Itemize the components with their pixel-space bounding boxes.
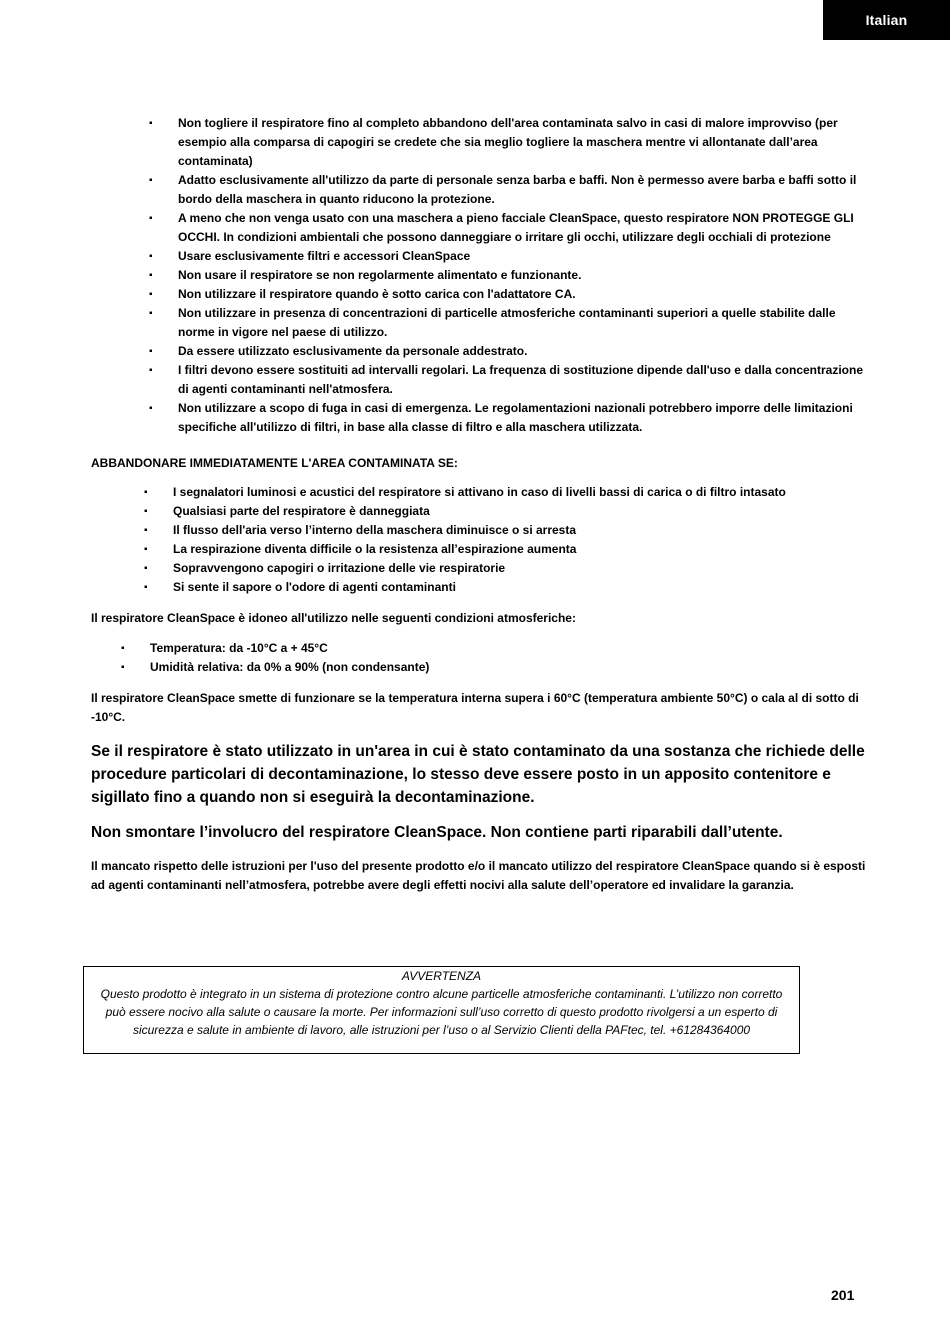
list-item: ▪ Qualsiasi parte del respiratore è danneggiata [173,502,866,521]
safety-bullet-list [91,114,866,437]
list-item: ▪ Da essere utilizzato esclusivamente da personale addestrato. [178,342,866,361]
conditions-list [91,639,866,677]
list-item: ▪ A meno che non venga usato con una maschera a pieno facciale CleanSpace, questo respiratore NON PROTEGGE GLI OCCHI. In condizioni ambientali che possono danneggiare o irritare gli occhi, utilizzare degli occhiali di protezione [178,209,866,247]
list-item: ▪ Non utilizzare in presenza di concentrazioni di particelle atmosferiche contaminanti superiori a quelle stabilite dalle norme in vigore nel paese di utilizzo. [178,304,866,342]
page-number: 201 [831,1287,855,1303]
list-item: ▪ Non utilizzare il respiratore quando è sotto carica con l'adattatore CA. [178,285,866,304]
leave-area-list [91,483,866,597]
page-content [91,114,866,895]
list-item: ▪ Adatto esclusivamente all'utilizzo da parte di personale senza barba e baffi. Non è permesso avere barba e baffi sotto il bordo della maschera in quanto riducono la protezione. [178,171,866,209]
list-item: ▪ Non utilizzare a scopo di fuga in casi di emergenza. Le regolamentazioni nazionali potrebbero imporre delle limitazioni specifiche all'utilizzo di filtri, in base alla classe di filtro e alla maschera utilizzata. [178,399,866,437]
list-item: ▪ I segnalatori luminosi e acustici del respiratore si attivano in caso di livelli bassi di carica o di filtro intasato [173,483,866,502]
list-item: ▪ Sopravvengono capogiri o irritazione delle vie respiratorie [173,559,866,578]
list-item: ▪ Si sente il sapore o l'odore di agenti contaminanti [173,578,866,597]
list-item: ▪ Il flusso dell'aria verso l’interno della maschera diminuisce o si arresta [173,521,866,540]
warning-box [83,966,800,1054]
temperature-stop-paragraph: Il respiratore CleanSpace smette di funzionare se la temperatura interna supera i 60°C (temperatura ambiente 50°C) o cala al di sotto di -10°C. [91,691,859,724]
failure-paragraph: Il mancato rispetto delle istruzioni per l'uso del presente prodotto e/o il mancato utilizzo del respiratore CleanSpace quando si è esposti ad agenti contaminanti nell’atmosfera, potrebbe avere degli effetti nocivi alla salute dell’operatore ed invalidare la garanzia. [91,859,866,892]
list-item: ▪ Non togliere il respiratore fino al completo abbandono dell'area contaminata salvo in casi di malore improvviso (per esempio alla comparsa di capogiri se credete che sia meglio togliere la maschera mentre vi allontanate dall’area contaminata) [178,114,866,171]
list-item: ▪ La respirazione diventa difficile o la resistenza all’espirazione aumenta [173,540,866,559]
list-item: ▪ I filtri devono essere sostituiti ad intervalli regolari. La frequenza di sostituzione dipende dall'uso e dalla concentrazione di agenti contaminanti nell'atmosfera. [178,361,866,399]
conditions-intro: Il respiratore CleanSpace è idoneo all'utilizzo nelle seguenti condizioni atmosferiche: [91,611,576,625]
list-item: ▪ Umidità relativa: da 0% a 90% (non condensante) [150,658,866,677]
list-item: ▪ Non usare il respiratore se non regolarmente alimentato e funzionante. [178,266,866,285]
decontamination-paragraph: Se il respiratore è stato utilizzato in un'area in cui è stato contaminato da una sostanza che richiede delle procedure particolari di decontaminazione, lo stesso deve essere posto in un apposito contenitore e sigillato fino a quando non si eseguirà la decontaminazione. [91,743,865,806]
warning-title: AVVERTENZA [401,969,482,983]
list-item: ▪ Temperatura: da -10°C a + 45°C [150,639,866,658]
language-tab: Italian [823,0,950,40]
leave-area-heading: ABBANDONARE IMMEDIATAMENTE L'AREA CONTAMINATA SE: [91,456,458,470]
list-item: ▪ Usare esclusivamente filtri e accessori CleanSpace [178,247,866,266]
disassembly-paragraph: Non smontare l’involucro del respiratore CleanSpace. Non contiene parti riparabili dall’utente. [91,824,783,841]
warning-body: Questo prodotto è integrato in un sistema di protezione contro alcune particelle atmosferiche contaminanti. L’utilizzo non corretto può essere nocivo alla salute o causare la morte. Per informazioni sull’uso corretto di questo prodotto rivolgersi a un esperto di sicurezza e salute in ambiente di lavoro, alle istruzioni per l’uso o al Servizio Clienti della PAFtec, tel. +61284364000 [100,987,783,1037]
